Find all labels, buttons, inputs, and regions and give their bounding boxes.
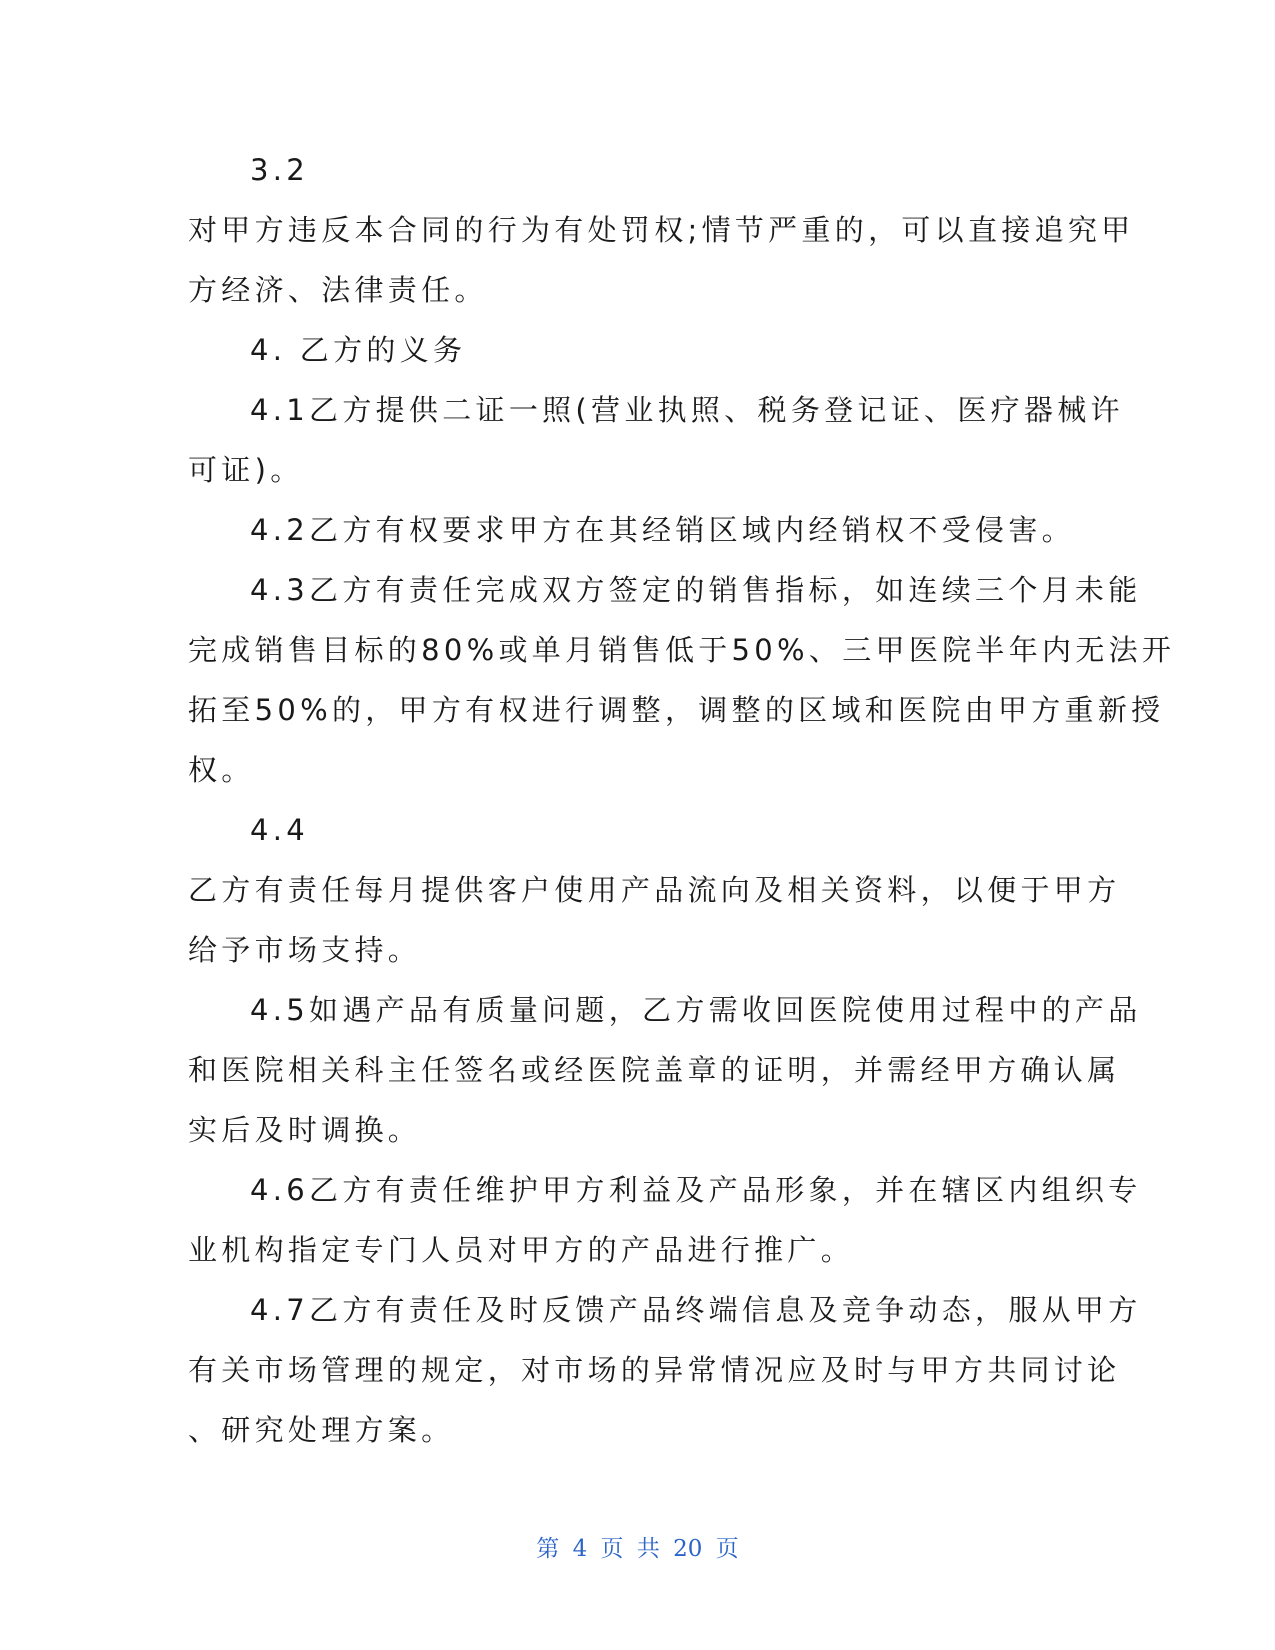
- text-line: 、研究处理方案。: [188, 1413, 455, 1447]
- text-line: 完成销售目标的80%或单月销售低于50%、三甲医院半年内无法开: [188, 633, 1176, 667]
- page-footer: 第 4 页 共 20 页: [536, 1536, 739, 1562]
- text-line: 和医院相关科主任签名或经医院盖章的证明，并需经甲方确认属: [188, 1053, 1121, 1087]
- text-line: 4.7乙方有责任及时反馈产品终端信息及竞争动态，服从甲方: [250, 1293, 1142, 1327]
- text-line: 4.5如遇产品有质量问题，乙方需收回医院使用过程中的产品: [250, 993, 1142, 1027]
- text-line: 权。: [188, 753, 255, 787]
- text-line: 4.3乙方有责任完成双方签定的销售指标，如连续三个月未能: [250, 573, 1142, 607]
- text-line: 拓至50%的，甲方有权进行调整，调整的区域和医院由甲方重新授: [188, 693, 1165, 727]
- text-line: 实后及时调换。: [188, 1113, 422, 1147]
- text-line: 4.2乙方有权要求甲方在其经销区域内经销权不受侵害。: [250, 513, 1075, 547]
- text-line: 3.2: [250, 153, 310, 187]
- text-line: 方经济、法律责任。: [188, 273, 488, 307]
- text-line: 4.1乙方提供二证一照(营业执照、税务登记证、医疗器械许: [250, 393, 1124, 427]
- text-line: 乙方有责任每月提供客户使用产品流向及相关资料，以便于甲方: [188, 873, 1121, 907]
- document-body: [188, 140, 1176, 1460]
- text-line: 业机构指定专门人员对甲方的产品进行推广。: [188, 1233, 855, 1267]
- text-line: 给予市场支持。: [188, 933, 422, 967]
- text-line: 对甲方违反本合同的行为有处罚权;情节严重的，可以直接追究甲: [188, 213, 1135, 247]
- text-line: 4.4: [250, 813, 310, 847]
- text-line: 4. 乙方的义务: [250, 333, 467, 367]
- text-line: 可证)。: [188, 453, 304, 487]
- text-line: 有关市场管理的规定，对市场的异常情况应及时与甲方共同讨论: [188, 1353, 1121, 1387]
- text-line: 4.6乙方有责任维护甲方利益及产品形象，并在辖区内组织专: [250, 1173, 1142, 1207]
